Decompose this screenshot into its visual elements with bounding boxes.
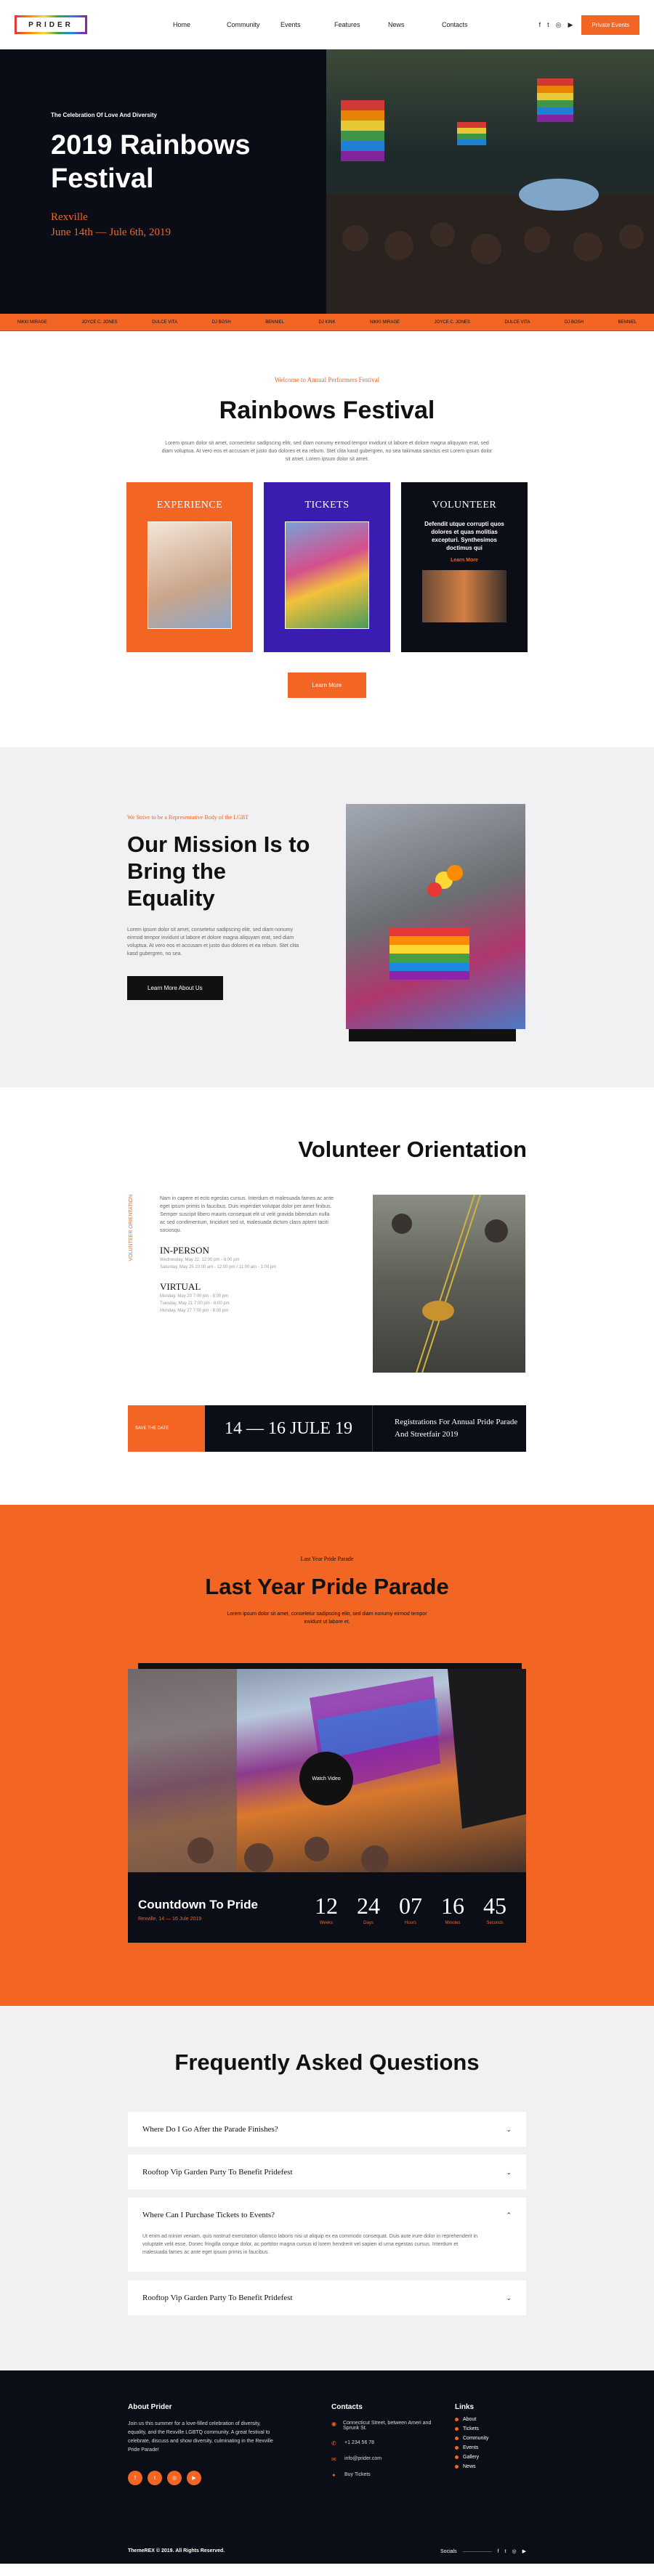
ticker-item: BENNIEL <box>618 320 637 325</box>
footer-link[interactable]: Community <box>455 2436 528 2441</box>
site-header <box>0 0 654 49</box>
card-photo <box>148 521 232 629</box>
volunteer-photo <box>373 1195 525 1373</box>
instagram-icon[interactable]: ◎ <box>512 2549 517 2554</box>
virtual-heading: VIRTUAL <box>160 1281 201 1292</box>
hero-photo-crowd <box>326 49 654 314</box>
card-text: Defendit utque corrupti quos dolores et quas molitias excepturi. Synthesimos doctimus qui <box>424 521 504 551</box>
nav-news[interactable]: News <box>388 21 405 28</box>
footer-buy-tickets[interactable]: Buy Tickets <box>344 2472 371 2477</box>
banner-registration[interactable]: Registrations For Annual Pride Parade And Streetfair 2019 <box>372 1405 526 1452</box>
countdown-label: Minutes <box>445 1921 461 1925</box>
footer-link[interactable]: Tickets <box>455 2426 528 2431</box>
twitter-icon[interactable]: t <box>148 2471 162 2485</box>
ticker-item: JOYCE C. JONES <box>81 320 118 325</box>
schedule-line: Monday, May 27 7:00 pm - 8:00 pm <box>160 1309 229 1313</box>
ticker-item: DJ BOSH <box>211 320 231 325</box>
footer-email[interactable]: info@prider.com <box>344 2456 382 2461</box>
parade-flag-illustration <box>346 804 525 1029</box>
play-video-button[interactable]: Watch Video <box>299 1752 353 1805</box>
parade-pretitle: Last Year Pride Parade <box>300 1556 354 1562</box>
faq-question: Where Can I Purchase Tickets to Events? <box>142 2211 275 2219</box>
footer-link[interactable]: Events <box>455 2445 528 2450</box>
card-tickets[interactable] <box>264 482 390 652</box>
facebook-icon[interactable]: f <box>128 2471 142 2485</box>
ticker-item: DJ BOSH <box>564 320 584 325</box>
twitter-icon[interactable]: t <box>547 20 549 28</box>
schedule-line: Saturday, May 25 10:00 am - 12:00 pm / 11:00 am - 1:00 pm <box>160 1265 277 1269</box>
card-learn-more-link[interactable]: Learn More <box>451 558 478 563</box>
footer-about <box>128 2403 280 2485</box>
card-photo <box>422 570 506 622</box>
hero-text <box>0 49 326 314</box>
countdown-days <box>347 1872 389 1943</box>
countdown-subtitle: Rexville, 14 — 16 Jule 2019 <box>138 1917 202 1922</box>
parade-title: Last Year Pride Parade <box>205 1574 449 1599</box>
twitter-icon[interactable]: t <box>504 2548 506 2554</box>
intro-body: Lorem ipsum dolor sit amet, consectetur sadipscing elitr, sed diam nonumy eirmod tempor invidunt ut labore et dolore magna aliquyam erat, sed diam voluptua. At vero eos et accusam et justo duo dolores et ea rebum. Stet clita kasd gubergren, no sea takimata sanctus est Lorem ipsum dolor sit amet. Lorem ipsum dolor sit amet. <box>161 441 493 462</box>
instagram-icon[interactable]: ◎ <box>555 20 562 28</box>
faq-answer: Ut enim ad minim veniam, quis nostrud exercitation ullamco laboris nisi ut aliquip ex ea commodo consequat. Duis aute irure dolor in reprehenderit in voluptate velit esse. Donec fringilla congue dolor, ac porttitor magna cursus id lorem hendrerit vel sapien id urna egestas cursus. Interdum et malesuada fames ac ante eget ipsum primis in faucibus. <box>142 2234 478 2255</box>
card-title: TICKETS <box>304 500 350 511</box>
countdown-heading <box>128 1872 305 1943</box>
feature-cards <box>0 482 654 652</box>
parade-section <box>0 1505 654 2006</box>
instagram-icon[interactable]: ◎ <box>167 2471 182 2485</box>
private-events-button[interactable]: Private Events <box>581 15 639 35</box>
nav-events[interactable]: Events <box>280 21 301 28</box>
location-icon: ◉ <box>331 2421 336 2427</box>
countdown-seconds <box>474 1872 516 1943</box>
email-icon: ✉ <box>331 2456 336 2463</box>
countdown-label: Seconds <box>486 1921 504 1925</box>
learn-more-about-us-button[interactable]: Learn More About Us <box>127 976 223 1000</box>
chevron-down-icon[interactable]: ⌄ <box>506 2168 512 2176</box>
footer-contacts <box>331 2403 433 2479</box>
faq-item[interactable] <box>128 2155 526 2190</box>
crowd-flags-illustration <box>326 49 654 314</box>
parade-body: Lorem ipsum dolor sit amet, consetetur sadipscing elitr, sed diam nonumy eirmod tempor invidunt ut labore et. <box>227 1612 427 1625</box>
chevron-down-icon[interactable]: ⌄ <box>506 2125 512 2133</box>
ticker-item: JOYCE C. JONES <box>434 320 470 325</box>
footer-links-title: Links <box>455 2403 475 2411</box>
inperson-heading: IN-PERSON <box>160 1245 209 1256</box>
footer-phone[interactable]: +1 234 56 78 <box>344 2440 375 2445</box>
card-photo <box>285 521 369 629</box>
ticker-item: DULCE VITA <box>504 320 530 325</box>
youtube-icon[interactable]: ▶ <box>568 20 573 28</box>
header-socials <box>539 21 573 29</box>
nav-features[interactable]: Features <box>334 21 360 28</box>
hero-eyebrow: The Celebration Of Love And Diversity <box>51 112 157 118</box>
site-footer <box>0 2370 654 2564</box>
schedule-line: Wednesday, May 22, 12:00 pm - 6:00 pm <box>160 1258 240 1262</box>
schedule-line: Monday, May 20 7:00 pm - 8:00 pm <box>160 1294 229 1299</box>
countdown-label: Weeks <box>319 1921 334 1925</box>
countdown-panel <box>128 1872 526 1943</box>
footer-link[interactable]: Gallery <box>455 2455 528 2460</box>
countdown-value: 45 <box>483 1893 506 1919</box>
volunteer-side-label: VOLUNTEER ORIENTATION <box>129 1195 134 1261</box>
hero-dates: June 14th — Jule 6th, 2019 <box>51 227 171 238</box>
countdown-value: 12 <box>315 1893 338 1919</box>
phone-icon: ✆ <box>331 2440 336 2447</box>
faq-question: Where Do I Go After the Parade Finishes? <box>142 2125 278 2134</box>
footer-contacts-title: Contacts <box>331 2403 363 2411</box>
mission-body: Lorem ipsum dolor sit amet, consetetur sadipscing elitr, sed diam nonumy eirmod tempor invidunt ut labore et dolore magna aliquyam erat, sed diam voluptua. At vero eos et accusam et justo duo dolores et ea rebum. Stet clita kasd gubergren, no sea. <box>127 927 299 956</box>
youtube-icon[interactable]: ▶ <box>187 2471 201 2485</box>
banner-date: 14 — 16 JULE 19 <box>225 1418 352 1438</box>
nav-community[interactable]: Community <box>227 21 260 28</box>
nav-home[interactable]: Home <box>173 21 191 28</box>
facebook-icon[interactable]: f <box>497 2548 499 2554</box>
countdown-value: 16 <box>441 1893 464 1919</box>
volunteer-text <box>160 1195 334 1315</box>
faq-section <box>0 2006 654 2370</box>
footer-links <box>455 2403 528 2469</box>
youtube-icon[interactable]: ▶ <box>522 2549 526 2554</box>
divider <box>463 2551 492 2552</box>
socials-label: Socials <box>440 2548 457 2554</box>
countdown-hours <box>389 1872 432 1943</box>
hero <box>0 49 654 314</box>
facebook-icon[interactable]: f <box>538 20 541 28</box>
ticker-item: DULCE VITA <box>152 320 178 325</box>
countdown-value: 07 <box>399 1893 422 1919</box>
ticker-item: BENNIEL <box>265 320 284 325</box>
schedule-line: Tuesday, May 21 7:00 pm - 8:00 pm <box>160 1301 230 1306</box>
faq-item[interactable] <box>128 2280 526 2315</box>
volunteer-title: Volunteer Orientation <box>298 1137 527 1162</box>
mission-text <box>127 814 316 1000</box>
mission-pretitle: We Strive to be a Representative Body of the LGBT <box>127 814 249 821</box>
nav-contacts[interactable]: Contacts <box>442 21 468 28</box>
main-nav <box>173 21 496 28</box>
performers-ticker <box>0 314 654 331</box>
footer-link[interactable]: News <box>455 2464 528 2469</box>
footer-about-text: Join us this summer for a love-filled celebration of diversity, equality, and the Rexville LGBTQ community. A great festival to celebrate, discuss and show diversity, culminating in the Rexville Pride Parade! <box>128 2421 273 2453</box>
faq-question: Rooftop Vip Garden Party To Benefit Pridefest <box>142 2293 293 2302</box>
banner-tag: SAVE THE DATE <box>128 1405 205 1452</box>
festival-intro <box>0 331 654 698</box>
intro-title: Rainbows Festival <box>219 397 435 424</box>
mission-section <box>0 747 654 1087</box>
countdown-timer <box>305 1872 526 1943</box>
intro-pretitle: Welcome to Annual Performers Festival <box>274 376 380 383</box>
card-experience[interactable] <box>126 482 253 652</box>
footer-about-title: About Prider <box>128 2403 172 2411</box>
card-volunteer[interactable] <box>401 482 528 652</box>
logo[interactable]: PRIDER <box>15 15 87 34</box>
footer-socials-bar <box>440 2548 526 2554</box>
street-parade-illustration <box>373 1195 525 1373</box>
countdown-weeks <box>305 1872 347 1943</box>
ticker-item: NIKKI MIRAGE <box>370 320 400 325</box>
countdown-minutes <box>432 1872 474 1943</box>
volunteer-body: Nam in capere et ecto egestas cursus. Interdum et malesuada fames ac ante eget ipsum primis in faucibus. Duis imperdiet volutpat dolor per amet finibus. Semper suscipit libero mauris consequat elit ut velit gravida bibendum nulla ac sed condimentum, tincidunt sed ut, malesuada dictum class aptent taciti sociosqu. <box>160 1196 334 1233</box>
faq-item[interactable] <box>128 2112 526 2147</box>
ticker-item: DJ KINK <box>318 320 336 325</box>
hero-title: 2019 Rainbows Festival <box>51 130 251 194</box>
faq-question: Rooftop Vip Garden Party To Benefit Pridefest <box>142 2168 293 2177</box>
chevron-down-icon[interactable]: ⌄ <box>506 2293 512 2301</box>
save-the-date-banner <box>128 1405 526 1452</box>
card-title: EXPERIENCE <box>156 500 223 511</box>
footer-address: Connecticut Street, between Ameri and Sprunk St. <box>342 2421 432 2431</box>
countdown-value: 24 <box>357 1893 380 1919</box>
footer-social-icons <box>128 2471 280 2485</box>
copyright: ThemeREX © 2019. All Rights Reserved. <box>128 2548 225 2553</box>
mission-photo <box>346 804 525 1029</box>
faq-title: Frequently Asked Questions <box>174 2049 480 2075</box>
chevron-up-icon[interactable]: ⌃ <box>506 2211 512 2219</box>
ticker-item: NIKKI MIRAGE <box>17 320 47 325</box>
faq-item-expanded[interactable] <box>128 2198 526 2272</box>
countdown-label: Days <box>363 1921 374 1925</box>
ticket-icon: ✦ <box>331 2472 336 2479</box>
hero-city: Rexville <box>51 211 88 223</box>
card-title: VOLUNTEER <box>432 500 497 511</box>
volunteer-section <box>0 1087 654 1505</box>
countdown-label: Hours <box>404 1921 416 1925</box>
mission-title: Our Mission Is to Bring the Equality <box>127 832 310 911</box>
countdown-title: Countdown To Pride <box>138 1898 258 1911</box>
learn-more-button[interactable]: Learn More <box>288 673 367 698</box>
footer-link[interactable]: About <box>455 2417 528 2422</box>
